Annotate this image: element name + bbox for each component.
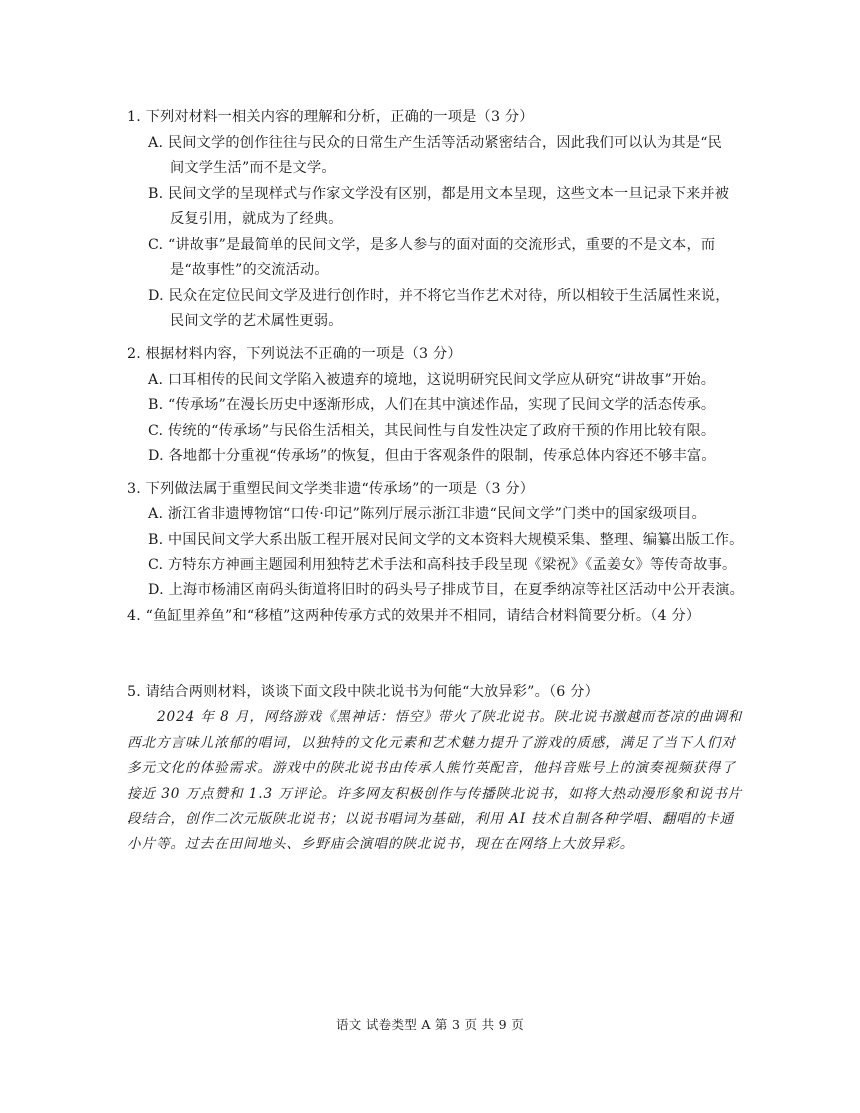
question-5-passage-line-5: 段结合，创作二次元版陕北说书；以说书唱词为基础，利用 AI 技术自制各种学唱、翻唱的卡通 <box>127 811 735 827</box>
question-3-stem: 3. 下列做法属于重塑民间文学类非遗“传承场”的一项是（3 分） <box>127 481 535 497</box>
question-1-option-a: A. 民间文学的创作往往与民众的日常生产生活等活动紧密结合，因此我们可以认为其是“民 <box>148 135 723 151</box>
question-3-option-b: B. 中国民间文学大系出版工程开展对民间文学的文本资料大规模采集、整理、编纂出版工作。 <box>148 532 744 548</box>
question-1-option-b: B. 民间文学的呈现样式与作家文学没有区别，都是用文本呈现，这些文本一旦记录下来并被 <box>148 186 730 202</box>
question-3-option-a: A. 浙江省非遗博物馆“口传·印记”陈列厅展示浙江非遗“民间文学”门类中的国家级项目。 <box>148 506 706 522</box>
question-2-stem: 2. 根据材料内容，下列说法不正确的一项是（3 分） <box>127 346 462 362</box>
question-1-option-d: D. 民众在定位民间文学及进行创作时，并不将它当作艺术对待，所以相较于生活属性来说， <box>148 288 730 304</box>
question-5-passage-line-4: 接近 30 万点赞和 1.3 万评论。许多网友积极创作与传播陕北说书，如将大热动漫形象和说书片 <box>127 786 743 802</box>
question-5-passage-line-1: 2024 年 8 月，网络游戏《黑神话：悟空》带火了陕北说书。陕北说书激越而苍凉的曲调和 <box>157 709 743 725</box>
question-5-passage-line-6: 小片等。过去在田间地头、乡野庙会演唱的陕北说书，现在在网络上大放异彩。 <box>127 836 635 852</box>
question-1-option-b-cont: 反复引用，就成为了经典。 <box>170 211 343 227</box>
question-1-option-d-cont: 民间文学的艺术属性更弱。 <box>170 313 343 329</box>
question-5-stem: 5. 请结合两则材料，谈谈下面文段中陕北说书为何能“大放异彩”。（6 分） <box>127 684 600 700</box>
question-3-option-c: C. 方特东方神画主题园利用独特艺术手法和高科技手段呈现《梁祝》《孟姜女》等传奇故事。 <box>148 557 737 573</box>
question-5-passage-line-3: 多元文化的体验需求。游戏中的陕北说书由传承人熊竹英配音，他抖音账号上的演奏视频获得了 <box>127 760 736 776</box>
question-2-option-a: A. 口耳相传的民间文学陷入被遗弃的境地，这说明研究民间文学应从研究“讲故事”开始。 <box>148 372 716 388</box>
question-5-passage-line-2: 西北方言味儿浓郁的唱词，以独特的文化元素和艺术魅力提升了游戏的质感，满足了当下人们对 <box>127 735 736 751</box>
question-1-option-c-cont: 是“故事性”的交流活动。 <box>170 262 329 278</box>
question-2-option-c: C. 传统的“传承场”与民俗生活相关，其民间性与自发性决定了政府干预的作用比较有限。 <box>148 423 716 439</box>
question-2-option-b: B. “传承场”在漫长历史中逐渐形成，人们在其中演述作品，实现了民间文学的活态传承。 <box>148 397 716 413</box>
question-3-option-d: D. 上海市杨浦区南码头街道将旧时的码头号子排成节目，在夏季纳凉等社区活动中公开表演。 <box>148 582 744 598</box>
question-2-option-d: D. 各地都十分重视“传承场”的恢复，但由于客观条件的限制，传承总体内容还不够丰富。 <box>148 448 716 464</box>
page-footer: 语文 试卷类型 A 第 3 页 共 9 页 <box>335 1017 525 1032</box>
question-1-stem: 1. 下列对材料一相关内容的理解和分析，正确的一项是（3 分） <box>127 109 534 125</box>
question-1-option-c: C. “讲故事”是最简单的民间文学，是多人参与的面对面的交流形式，重要的不是文本，而 <box>148 237 716 253</box>
question-4-stem: 4. “鱼缸里养鱼”和“移植”这两种传承方式的效果并不相同，请结合材料简要分析。（4 分） <box>127 608 701 624</box>
question-1-option-a-cont: 间文学生活”而不是文学。 <box>170 160 336 176</box>
